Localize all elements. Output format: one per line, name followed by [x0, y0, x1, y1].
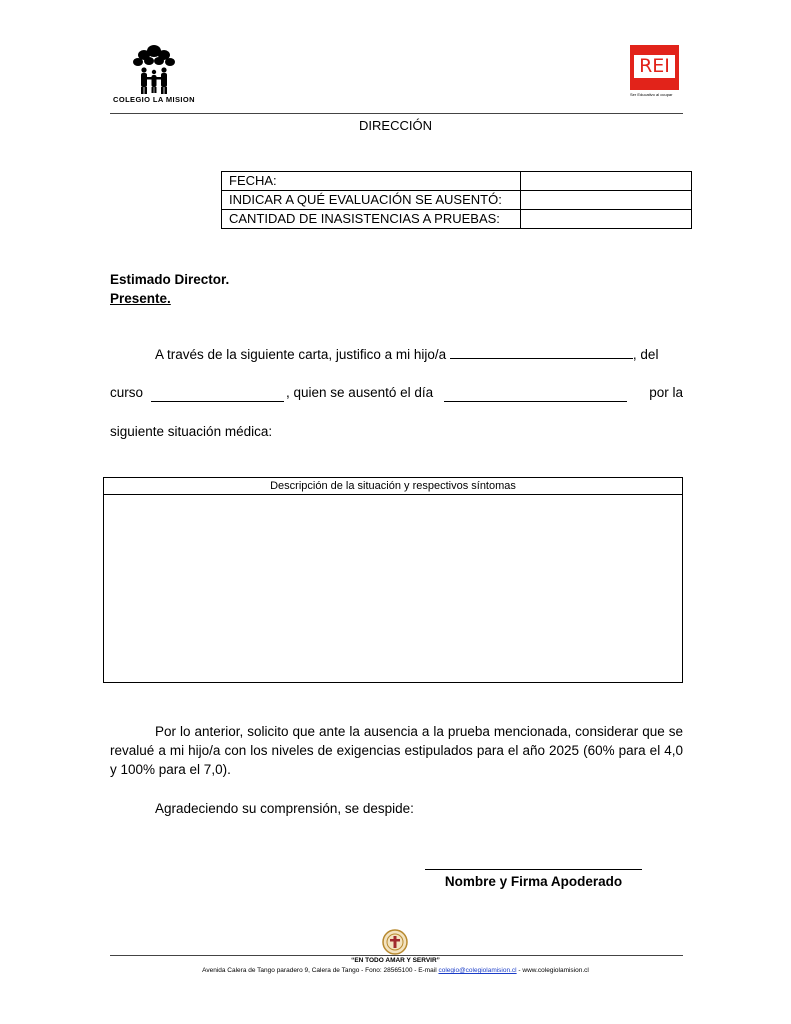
info-label-evaluacion: INDICAR A QUÉ EVALUACIÓN SE AUSENTÓ: — [222, 191, 521, 210]
info-value-inasistencias[interactable] — [521, 210, 692, 229]
table-row — [222, 210, 692, 229]
body-line-1 — [155, 344, 683, 364]
description-header: Descripción de la situación y respectivos síntomas — [104, 478, 682, 495]
info-value-evaluacion[interactable] — [521, 191, 692, 210]
school-name: COLEGIO LA MISION — [113, 95, 195, 104]
info-label-fecha: FECHA: — [222, 172, 521, 191]
absence-date-blank[interactable] — [444, 387, 627, 402]
info-value-fecha[interactable] — [521, 172, 692, 191]
description-content[interactable] — [104, 495, 682, 683]
signature-line[interactable] — [425, 869, 642, 870]
course-label: curso — [110, 385, 144, 400]
closing-paragraph: Por lo anterior, solicito que ante la ausencia a la prueba mencionada, considerar que se revalué a mi hijo/a con los niveles de exigencias estipulados para el año 2025 (60% para el 4,0 y 100% para el 7,0). — [110, 724, 683, 777]
header-divider — [110, 113, 683, 114]
body-text-start: A través de la siguiente carta, justifico a mi hijo/a — [155, 347, 447, 362]
footer-divider — [110, 955, 683, 956]
school-logo — [108, 42, 200, 106]
body-line-3: siguiente situación médica: — [110, 424, 273, 439]
footer-website: - www.colegiolamision.cl — [516, 967, 589, 974]
child-name-blank[interactable] — [450, 344, 633, 359]
tree-family-icon — [131, 42, 177, 94]
seal-icon — [380, 928, 410, 956]
info-label-inasistencias: CANTIDAD DE INASISTENCIAS A PRUEBAS: — [222, 210, 521, 229]
rei-logo-subtitle: Ser Educativo al ocupar — [630, 92, 673, 97]
absence-text-end: por la — [649, 385, 683, 400]
school-seal — [380, 928, 410, 956]
farewell: Agradeciendo su comprensión, se despide: — [155, 801, 414, 816]
table-row — [222, 191, 692, 210]
salutation-line1: Estimado Director. — [110, 272, 230, 287]
rei-logo-box — [630, 45, 679, 90]
section-title: DIRECCIÓN — [359, 118, 432, 133]
salutation-line2: Presente. — [110, 291, 171, 306]
footer-address — [0, 967, 791, 974]
footer-email-link[interactable]: colegio@colegiolamision.cl — [438, 967, 517, 974]
table-row — [222, 172, 692, 191]
rei-logo-text: REI — [634, 55, 675, 78]
footer-address-text: Avenida Calera de Tango paradero 9, Calera de Tango - Fono: 28565100 - E-mail — [202, 967, 437, 974]
footer-motto: “EN TODO AMAR Y SERVIR” — [351, 957, 440, 964]
body-line-2 — [110, 383, 683, 402]
body-text-end: , del — [632, 347, 659, 362]
rei-logo — [630, 45, 680, 101]
course-blank[interactable] — [151, 387, 284, 402]
description-box — [103, 477, 683, 683]
info-table — [221, 171, 692, 229]
signature-label: Nombre y Firma Apoderado — [444, 874, 623, 889]
absence-text: , quien se ausentó el día — [286, 385, 434, 400]
